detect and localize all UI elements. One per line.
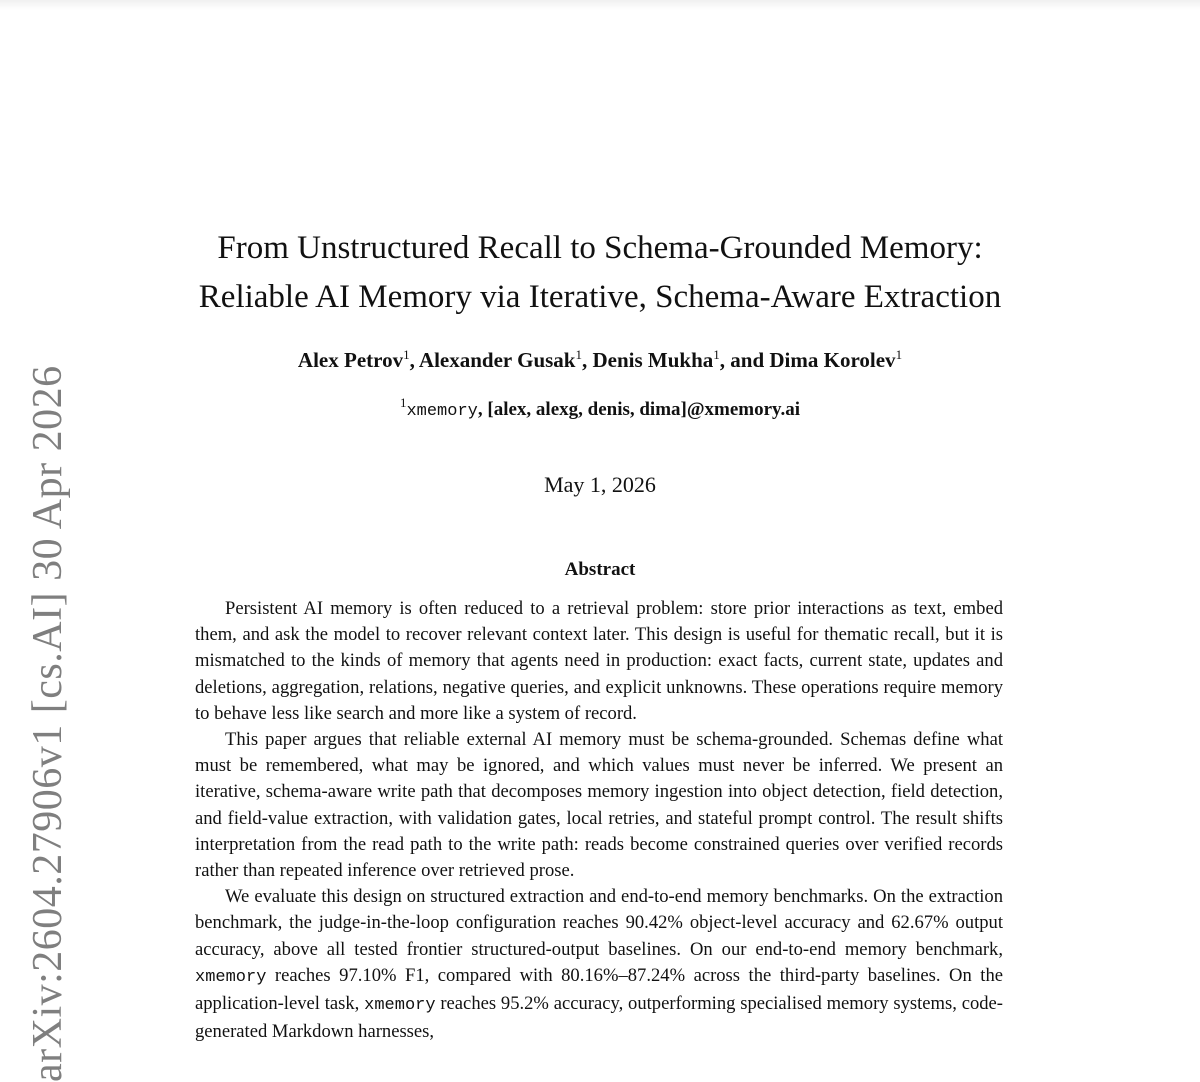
abstract-text: We evaluate this design on structured extraction and end-to-end memory benchmarks. On the extraction benchmark, the judge-in-the-loop configuration reaches 90.42% object-level accuracy and 62.67% output accuracy, above all tested frontier structured-output baselines. On our end-to-end memory benchmark,	[195, 886, 1003, 960]
affiliation-org: xmemory	[406, 402, 478, 421]
author-affiliation-mark: 1	[713, 347, 720, 362]
author-separator: ,	[409, 348, 419, 372]
system-name: xmemory	[364, 996, 436, 1016]
paper-date: May 1, 2026	[544, 472, 656, 497]
abstract-paragraph-3	[195, 884, 1003, 1045]
arxiv-identifier-stamp: arXiv:2604.27906v1 [cs.AI] 30 Apr 2026	[25, 365, 71, 1082]
author-name: Alexander Gusak	[418, 348, 576, 372]
author-affiliation-mark: 1	[895, 347, 903, 362]
title-line-2: Reliable AI Memory via Iterative, Schema-Aware Extraction	[198, 279, 1002, 315]
abstract-paragraph-1: Persistent AI memory is often reduced to a retrieval problem: store prior interactions as text, embed them, and ask the model to recover relevant context later. This design is useful for thematic recall, but it is mismatched to the kinds of memory that agents need in production: exact facts, current state, updates and deletions, aggregation, relations, negative queries, and explicit unknowns. These operations require memory to behave less like search and more like a system of record.	[195, 598, 1003, 724]
abstract-text: reaches 97.10% F1, compared with 80.16%–87.24% across the third-party baselines. On the application-level task,	[195, 964, 1003, 1015]
abstract-body	[195, 596, 1003, 1045]
author-name: Dima Korolev	[769, 348, 896, 372]
title-line-1: From Unstructured Recall to Schema-Grounded Memory:	[217, 230, 983, 266]
author-affiliation-mark: 1	[575, 347, 582, 362]
abstract-heading: Abstract	[564, 559, 636, 580]
paper-title	[0, 224, 1200, 322]
top-edge-shadow	[0, 0, 1200, 10]
author-separator: ,	[581, 348, 593, 372]
affiliation-mark: 1	[399, 395, 407, 410]
affiliation-line	[0, 396, 1200, 426]
system-name: xmemory	[195, 967, 267, 987]
author-name: Denis Mukha	[592, 348, 714, 372]
author-list	[0, 346, 1200, 374]
author-name: Alex Petrov	[297, 348, 404, 372]
author-separator: , and	[719, 348, 770, 372]
affiliation-emails: , [alex, alexg, denis, dima]@xmemory.ai	[477, 399, 801, 420]
author-affiliation-mark: 1	[403, 347, 410, 362]
abstract-paragraph-2: This paper argues that reliable external AI memory must be schema-grounded. Schemas define what must be remembered, what may be ignored, and which values must never be inferred. We present an iterative, schema-aware write path that decomposes memory ingestion into object detection, field detection, and field-value extraction, with validation gates, local retries, and stateful prompt control. The result shifts interpretation from the read path to the write path: reads become constrained queries over verified records rather than repeated inference over retrieved prose.	[195, 729, 1003, 882]
abstract-text: reaches 95.2% accuracy, outperforming specialised memory systems, code-generated Markdown harnesses,	[195, 993, 1003, 1043]
